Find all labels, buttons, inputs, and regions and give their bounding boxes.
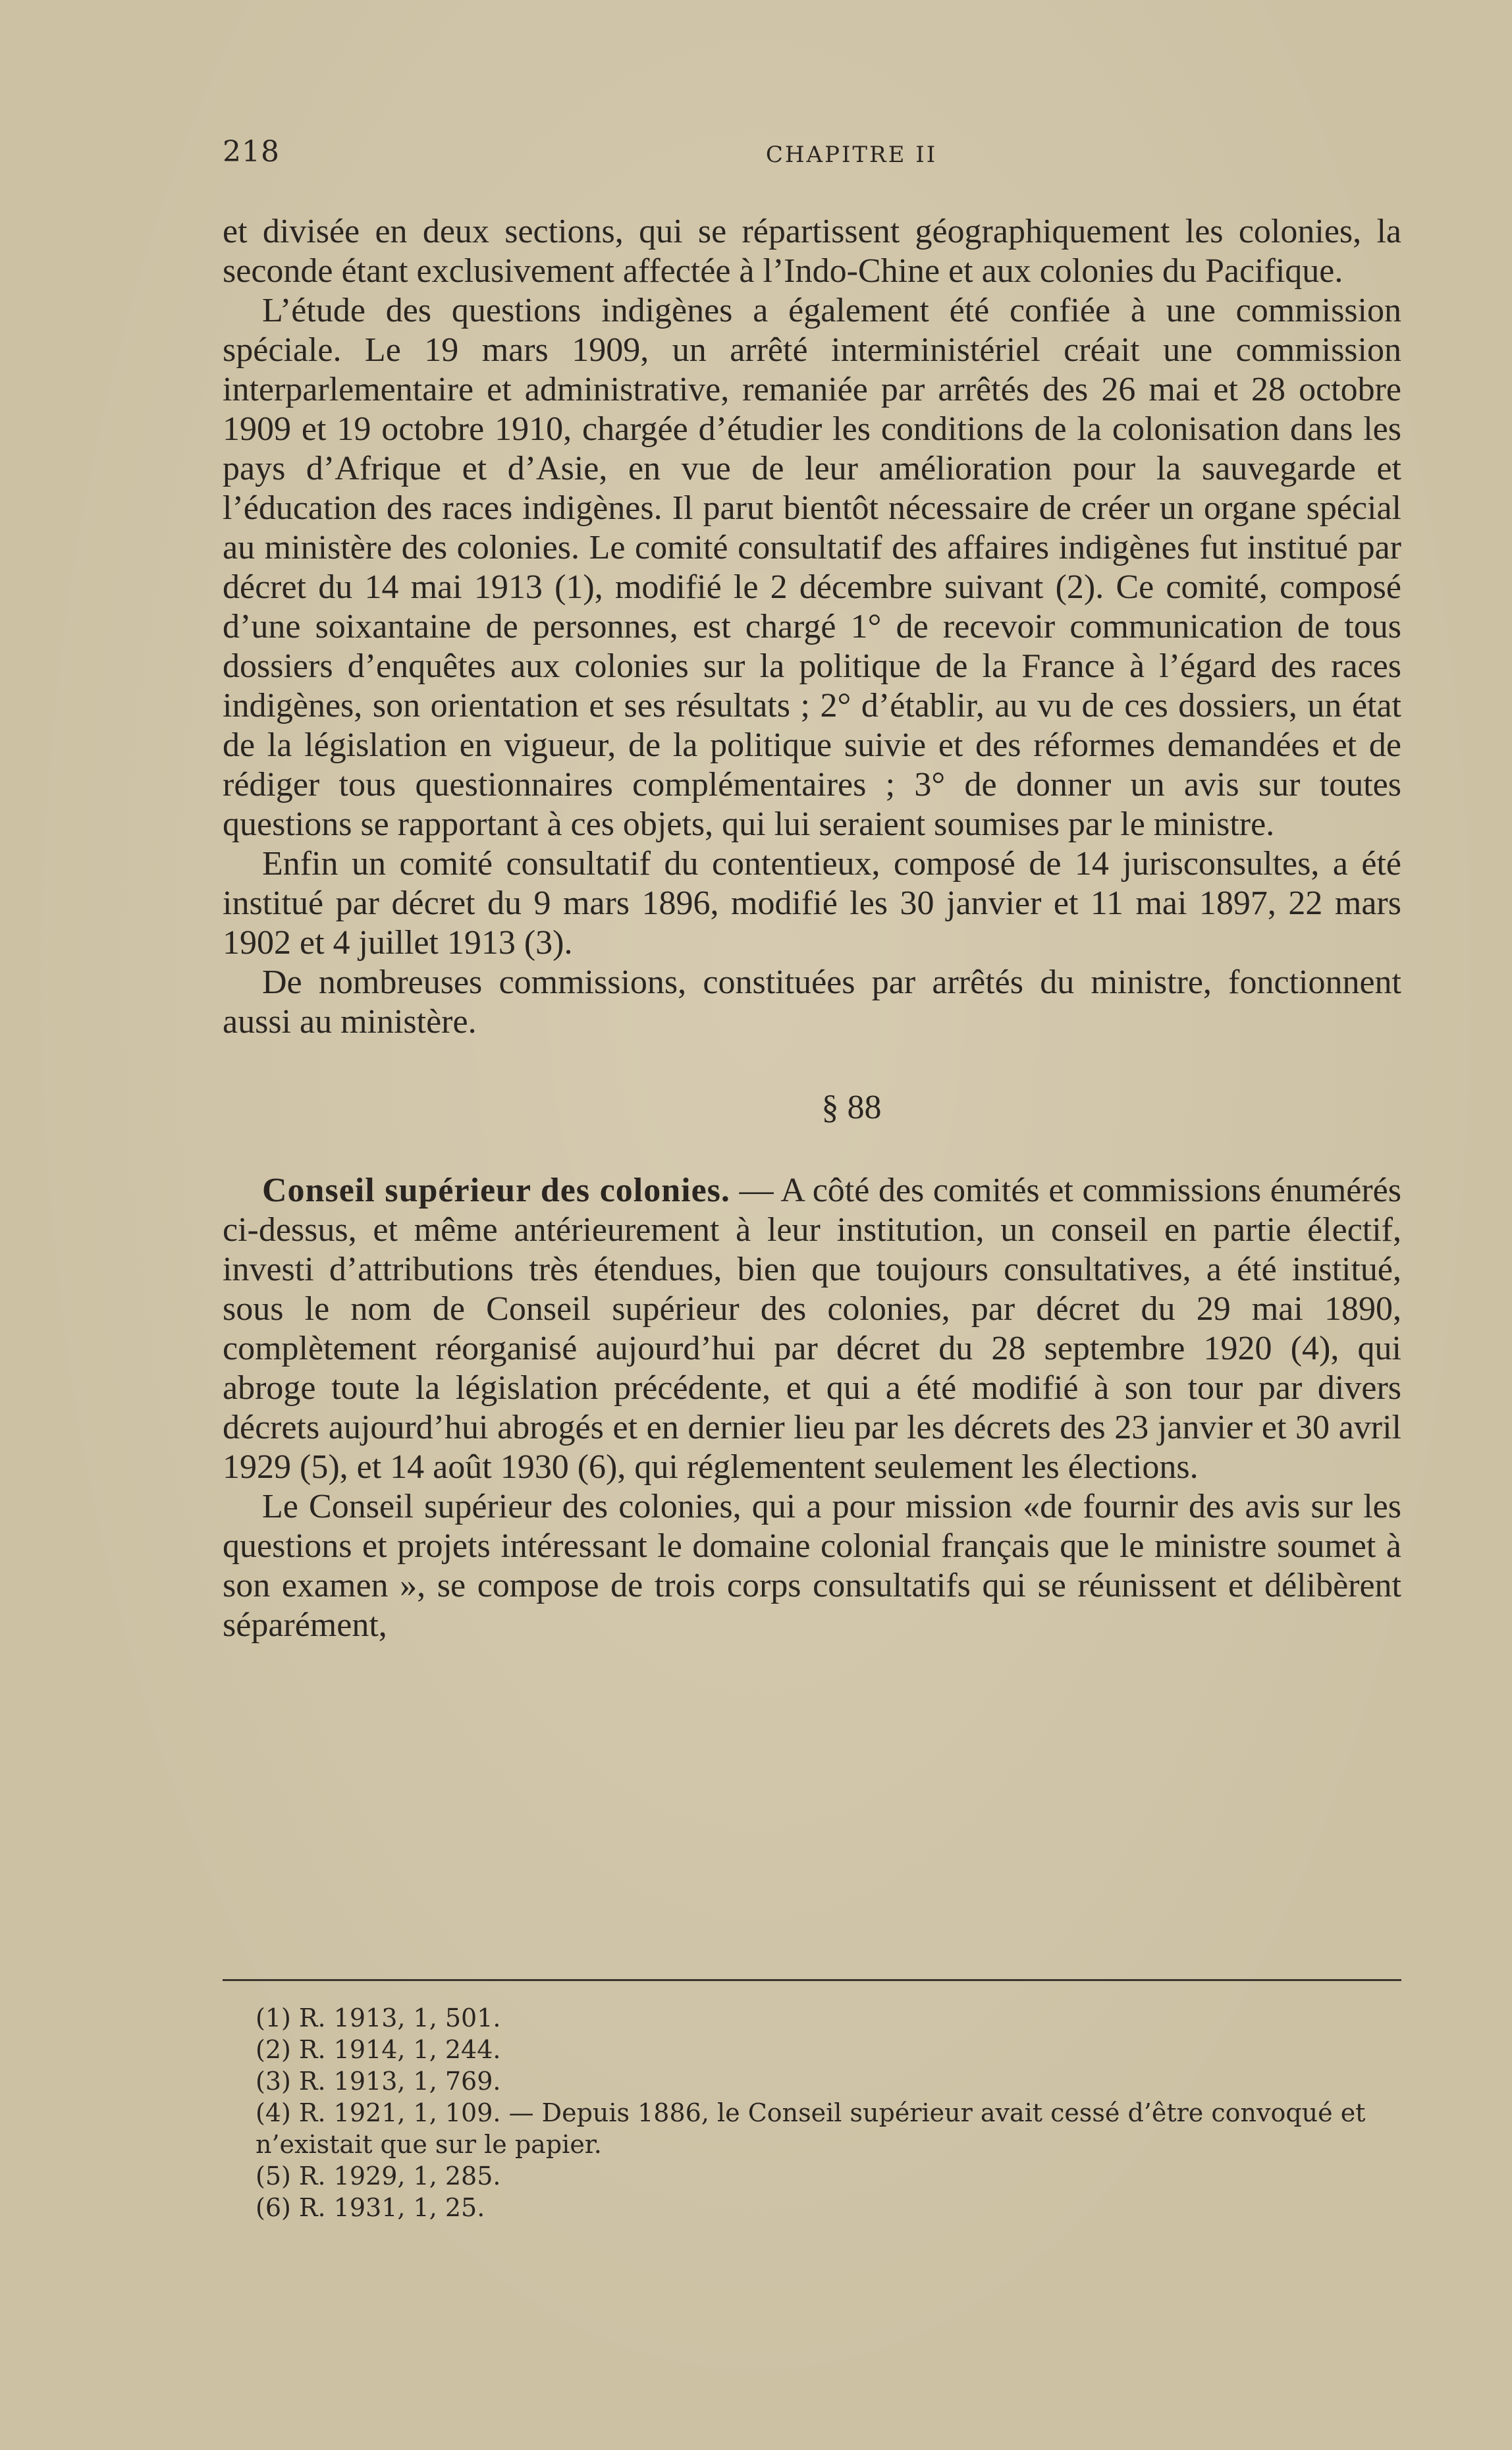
paragraph-5-lead: Conseil supérieur des colonies. [262, 1172, 730, 1209]
page-number: 218 [223, 135, 280, 169]
footnote-6: (6) R. 1931, 1, 25. [256, 2193, 485, 2222]
paragraph-2: L’étude des questions indigènes a également été confiée à une commission spéciale. Le 19 mars 1909, un arrêté interministériel créait une commission interparlementaire et administrative, remaniée par arrêtés des 26 mai et 28 octobre 1909 et 19 octobre 1910, chargée d’étudier les conditions de la colonisation dans les pays d’Afrique et d’Asie, en vue de leur amélioration pour la sauvegarde et l’éducation des races indigènes. Il parut bientôt nécessaire de créer un organe spécial au ministère des colonies. Le comité consultatif des affaires indigènes fut institué par décret du 14 mai 1913 (1), modifié le 2 décembre suivant (2). Ce comité, composé d’une soixantaine de personnes, est chargé 1° de recevoir communication de tous dossiers d’enquêtes aux colonies sur la politique de la France à l’égard des races indigènes, son orientation et ses résultats ; 2° d’établir, au vu de ces dossiers, un état de la législation en vigueur, de la politique suivie et des réformes demandées et de rédiger tous questionnaires complémentaires ; 3° de donner un avis sur toutes questions se rapportant à ces objets, qui lui seraient soumises par le ministre. [223, 292, 1401, 843]
footnote-2: (2) R. 1914, 1, 244. [256, 2035, 501, 2064]
footnote-rule [223, 1979, 1401, 1981]
paragraph-6: Le Conseil supérieur des colonies, qui a pour mission «de fournir des avis sur les questions et projets intéressant le domaine colonial français que le ministre soumet à son examen », se compose de trois corps consultatifs qui se réunissent et délibèrent séparément, [223, 1488, 1401, 1644]
paragraph-3: Enfin un comité consultatif du contentieux, composé de 14 jurisconsultes, a été institué par décret du 9 mars 1896, modifié les 30 janvier et 11 mai 1897, 22 mars 1902 et 4 juillet 1913 (3). [223, 845, 1401, 962]
running-head: CHAPITRE II [765, 142, 938, 168]
footnote-5: (5) R. 1929, 1, 285. [256, 2162, 501, 2191]
page-header [223, 135, 1401, 175]
paragraph-5 [223, 1171, 1401, 1487]
section-number: § 88 [821, 1089, 882, 1126]
paragraph-5-text: — A côté des comités et commissions énumérés ci-dessus, et même antérieurement à leur institution, un conseil en partie électif, investi d’attributions très étendues, bien que toujours consultatives, a été institué, sous le nom de Conseil supérieur des colonies, par décret du 29 mai 1890, complètement réorganisé aujourd’hui par décret du 28 septembre 1920 (4), qui abroge toute la législation précédente, et qui a été modifié à son tour par divers décrets aujourd’hui abrogés et en dernier lieu par les décrets des 23 janvier et 30 avril 1929 (5), et 14 août 1930 (6), qui réglementent seulement les élections. [223, 1172, 1401, 1486]
body-text [223, 212, 1401, 1645]
paragraph-4: De nombreuses commissions, constituées par arrêtés du ministre, fonctionnent aussi au ministère. [223, 964, 1401, 1041]
paragraph-1: et divisée en deux sections, qui se répartissent géographiquement les colonies, la seconde étant exclusivement affectée à l’Indo-Chine et aux colonies du Pacifique. [223, 213, 1401, 290]
section-heading [223, 1088, 1401, 1128]
footnote-1: (1) R. 1913, 1, 501. [256, 2003, 501, 2032]
footnote-4: (4) R. 1921, 1, 109. — Depuis 1886, le Conseil supérieur avait cessé d’être convoqué et n’existait que sur le papier. [256, 2098, 1366, 2159]
footnote-3: (3) R. 1913, 1, 769. [256, 2067, 501, 2096]
footnotes [223, 2002, 1401, 2223]
